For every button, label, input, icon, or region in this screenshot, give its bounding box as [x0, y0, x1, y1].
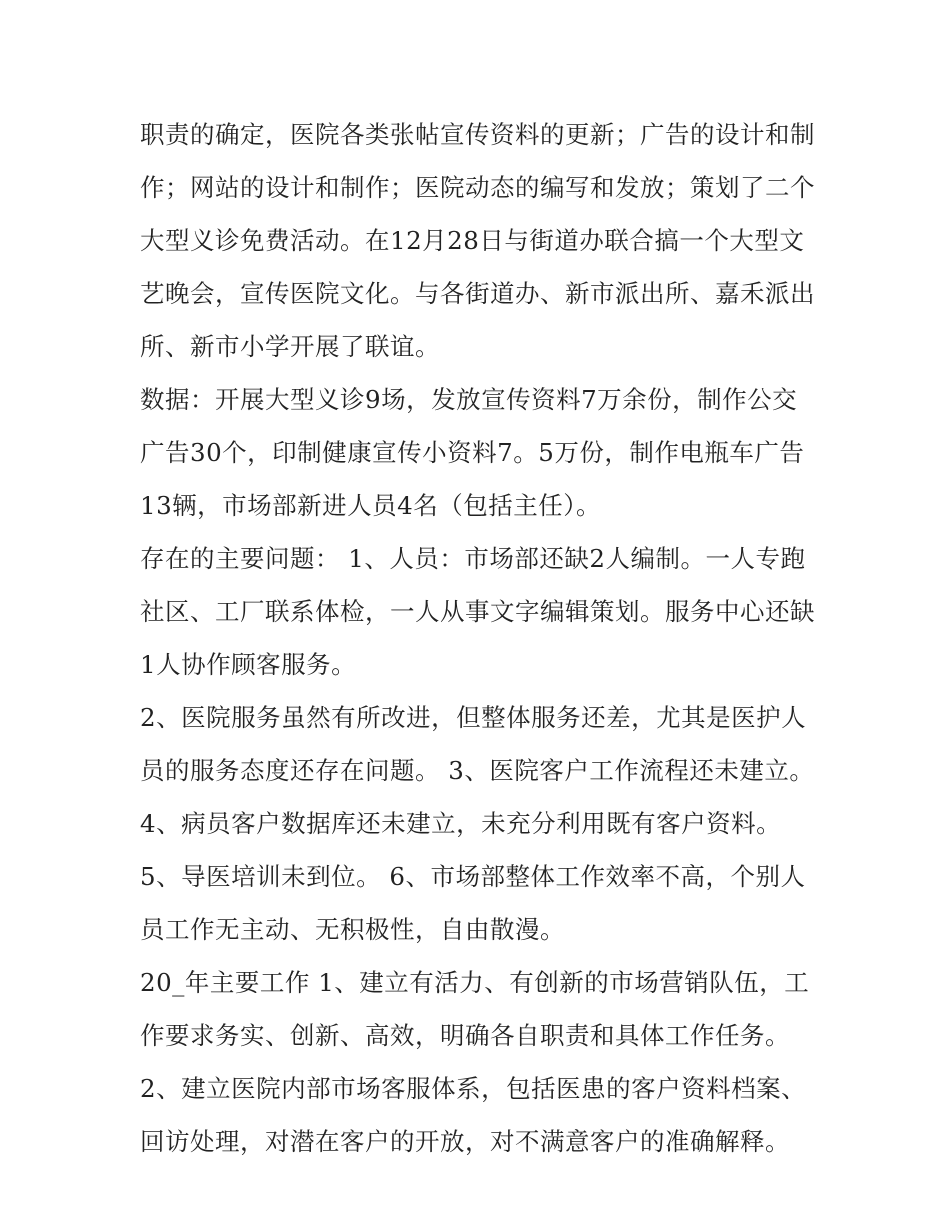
text-line: 艺晚会，宣传医院文化。与各街道办、新市派出所、嘉禾派出	[140, 279, 815, 308]
text-line: 所、新市小学开展了联谊。	[140, 332, 440, 361]
text-line: 1人协作顾客服务。	[140, 650, 357, 679]
text-line: 职责的确定，医院各类张帖宣传资料的更新；广告的设计和制	[140, 120, 815, 149]
document-body	[140, 108, 820, 1168]
text-line: 大型义诊免费活动。在12月28日与街道办联合搞一个大型文	[140, 226, 805, 255]
text-line: 社区、工厂联系体检，一人从事文字编辑策划。服务中心还缺	[140, 597, 815, 626]
text-line: 广告30个，印制健康宣传小资料7。5万份，制作电瓶车广告	[140, 438, 805, 467]
text-line: 作；网站的设计和制作；医院动态的编写和发放；策划了二个	[140, 173, 815, 202]
text-line: 20_年主要工作 1、建立有活力、有创新的市场营销队伍，工	[140, 968, 810, 997]
text-line: 存在的主要问题： 1、人员：市场部还缺2人编制。一人专跑	[140, 544, 806, 573]
text-line: 2、建立医院内部市场客服体系，包括医患的客户资料档案、	[140, 1074, 807, 1103]
text-line: 4、病员客户数据库还未建立，未充分利用既有客户资料。	[140, 809, 782, 838]
text-line: 2、医院服务虽然有所改进，但整体服务还差，尤其是医护人	[140, 703, 807, 732]
text-line: 5、导医培训未到位。 6、市场部整体工作效率不高，个别人	[140, 862, 806, 891]
text-line: 数据：开展大型义诊9场，发放宣传资料7万余份，制作公交	[140, 385, 798, 414]
text-line: 13辆，市场部新进人员4名（包括主任）。	[140, 491, 602, 520]
text-line: 员工作无主动、无积极性，自由散漫。	[140, 915, 565, 944]
text-line: 员的服务态度还存在问题。 3、医院客户工作流程还未建立。	[140, 756, 815, 785]
text-line: 作要求务实、创新、高效，明确各自职责和具体工作任务。	[140, 1021, 790, 1050]
text-line: 回访处理，对潜在客户的开放，对不满意客户的准确解释。	[140, 1127, 790, 1156]
